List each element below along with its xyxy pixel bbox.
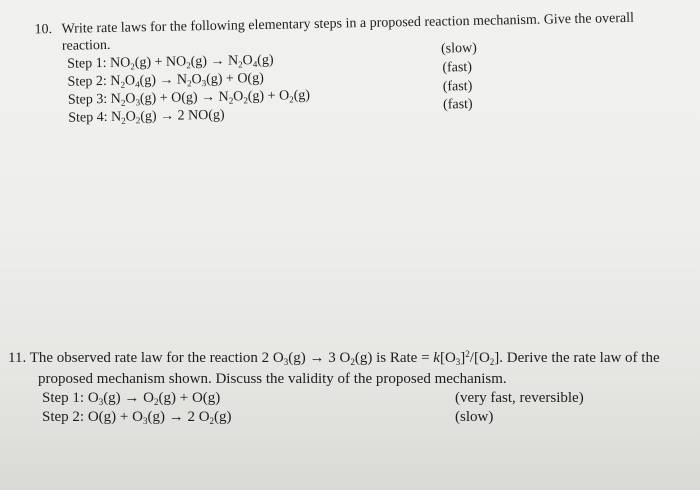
question-11-is-rate: is Rate = bbox=[376, 350, 434, 366]
q10-step-3-rate: (fast) bbox=[442, 78, 473, 95]
q11-step-1: Step 1: $O_3(g) \to O_2(g) + O(g)$ bbox=[42, 390, 221, 407]
q10-step-1-rate: (slow) bbox=[440, 40, 477, 57]
q10-step-2-rate: (fast) bbox=[442, 59, 473, 76]
q10-step-3-label: Step 3: bbox=[67, 91, 108, 108]
question-11-number: 11. bbox=[8, 350, 27, 366]
question-11-line2: proposed mechanism shown. Discuss the validity of the proposed mechanism. bbox=[38, 371, 507, 387]
q10-step-1-label: Step 1: bbox=[67, 55, 107, 72]
q11-step-1-label: Step 1: bbox=[42, 390, 85, 406]
q10-step-2-label: Step 2: bbox=[67, 73, 108, 90]
question-11-suffix: . Derive the rate law of the bbox=[499, 350, 660, 366]
question-10-number: 10. bbox=[34, 22, 53, 38]
q10-step-1: Step 1: $NO_2(g) + NO_2(g) \to N_2O_4(g)$ bbox=[67, 52, 274, 72]
question-11-line1: 11. The observed rate law for the reaction 2 $O_3(g) \to 3$ $O_2(g)$ is Rate = $k[O_3]^2/[O_2]$. Derive the rate law of the bbox=[8, 349, 660, 367]
question-10-stem-line1: Write rate laws for the following elementary steps in a proposed reaction mechanism. Give the overall bbox=[61, 10, 635, 37]
question-10-stem-line2: reaction. bbox=[61, 37, 111, 54]
q10-step-2: Step 2: $N_2O_4(g) \to N_2O_3(g) + O(g)$ bbox=[67, 70, 264, 90]
q11-step-2-rate: (slow) bbox=[455, 409, 494, 425]
question-11-prefix: The observed rate law for the reaction 2 O bbox=[29, 350, 284, 366]
q10-step-4: Step 4: $N_2O_2(g) \to 2$ NO(g) bbox=[68, 107, 225, 126]
q10-step-3: Step 3: $N_2O_3(g) + O(g) \to N_2O_2(g) + O_2(g)$ bbox=[67, 88, 311, 108]
q11-step-2-label: Step 2: bbox=[42, 409, 85, 425]
q10-step-4-rate: (fast) bbox=[442, 96, 473, 113]
q11-step-2: Step 2: $O(g) + O_3(g) \to 2$ $O_2(g)$ bbox=[42, 409, 232, 426]
q10-step-4-label: Step 4: bbox=[68, 109, 108, 126]
q11-step-1-rate: (very fast, reversible) bbox=[455, 390, 584, 406]
